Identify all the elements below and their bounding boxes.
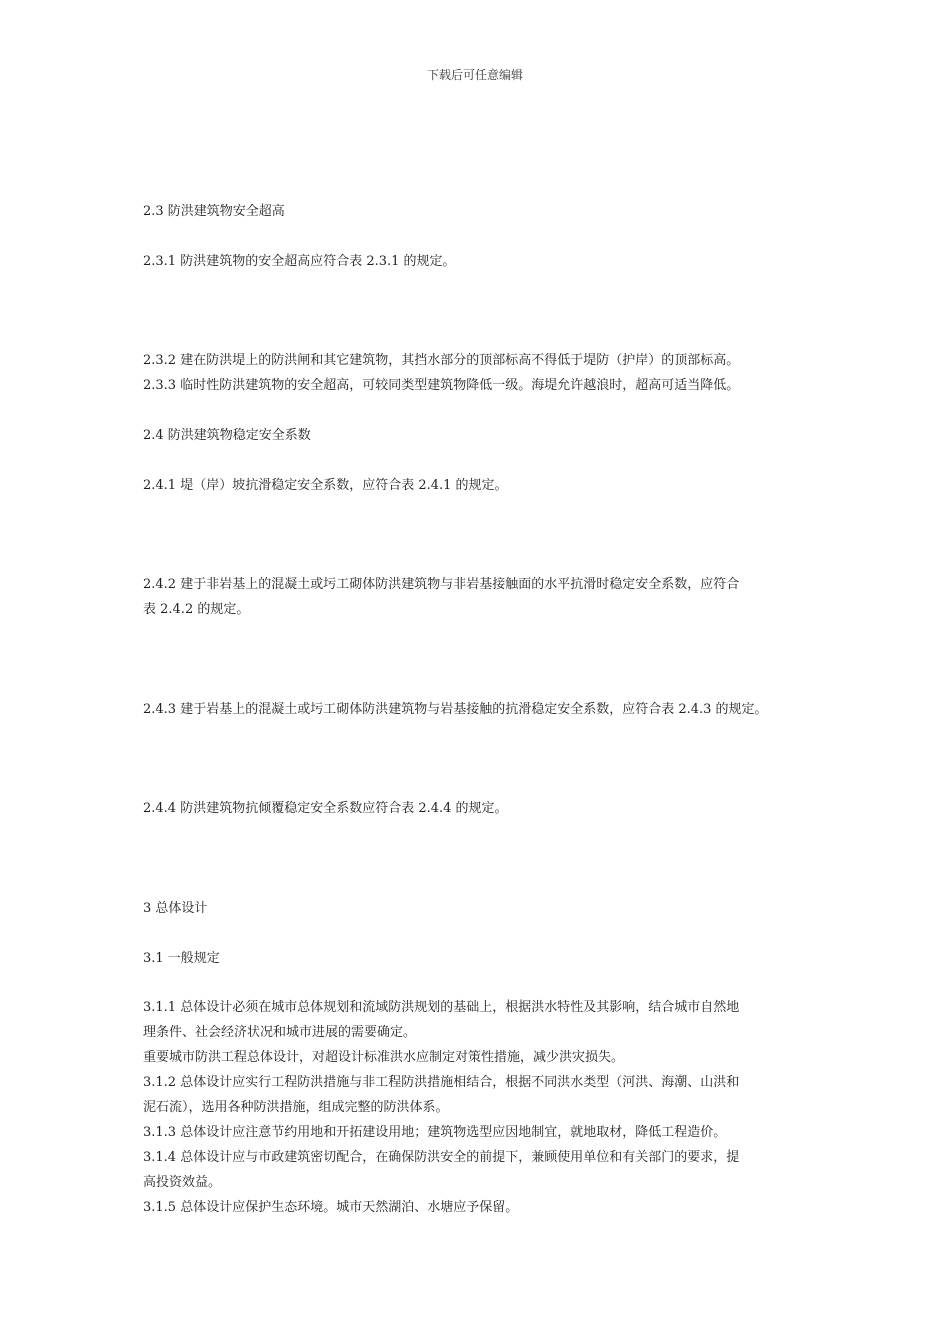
page-header: 下载后可任意编辑 [426, 68, 523, 82]
section-heading-2-3: 2.3 防洪建筑物安全超高 [143, 204, 285, 219]
paragraph-3-1-1-line1: 3.1.1 总体设计必须在城市总体规划和流域防洪规划的基础上，根据洪水特性及其影响，结合城市自然地 [143, 1000, 740, 1015]
paragraph-3-1-1-line2: 理条件、社会经济状况和城市进展的需要确定。 [143, 1025, 417, 1040]
paragraph-3-1-1-extra: 重要城市防洪工程总体设计，对超设计标准洪水应制定对策性措施，减少洪灾损失。 [143, 1050, 625, 1065]
section-heading-3: 3 总体设计 [143, 901, 208, 916]
paragraph-3-1-4-line1: 3.1.4 总体设计应与市政建筑密切配合，在确保防洪安全的前提下，兼顾使用单位和有关部门的要求，提 [143, 1150, 740, 1165]
paragraph-2-4-1: 2.4.1 堤（岸）坡抗滑稳定安全系数，应符合表 2.4.1 的规定。 [143, 478, 508, 493]
paragraph-2-4-3: 2.4.3 建于岩基上的混凝土或圬工砌体防洪建筑物与岩基接触的抗滑稳定安全系数，应符合表 2.4.3 的规定。 [143, 702, 768, 717]
section-heading-3-1: 3.1 一般规定 [143, 951, 220, 966]
paragraph-2-3-2: 2.3.2 建在防洪堤上的防洪闸和其它建筑物，其挡水部分的顶部标高不得低于堤防（护岸）的顶部标高。 [143, 353, 740, 368]
paragraph-2-4-2-line1: 2.4.2 建于非岩基上的混凝土或圬工砌体防洪建筑物与非岩基接触面的水平抗滑时稳定安全系数，应符合 [143, 577, 740, 592]
paragraph-3-1-4-line2: 高投资效益。 [143, 1175, 222, 1190]
paragraph-3-1-2-line2: 泥石流），选用各种防洪措施，组成完整的防洪体系。 [143, 1100, 449, 1115]
paragraph-3-1-3: 3.1.3 总体设计应注意节约用地和开拓建设用地；建筑物选型应因地制宜，就地取材，降低工程造价。 [143, 1125, 727, 1140]
paragraph-2-3-1: 2.3.1 防洪建筑物的安全超高应符合表 2.3.1 的规定。 [143, 254, 456, 269]
section-heading-2-4: 2.4 防洪建筑物稳定安全系数 [143, 428, 311, 443]
paragraph-2-4-2-line2: 表 2.4.2 的规定。 [143, 602, 250, 617]
paragraph-3-1-2-line1: 3.1.2 总体设计应实行工程防洪措施与非工程防洪措施相结合，根据不同洪水类型（河洪、海潮、山洪和 [143, 1075, 740, 1090]
paragraph-2-3-3: 2.3.3 临时性防洪建筑物的安全超高，可较同类型建筑物降低一级。海堤允许越浪时，超高可适当降低。 [143, 378, 740, 393]
paragraph-2-4-4: 2.4.4 防洪建筑物抗倾覆稳定安全系数应符合表 2.4.4 的规定。 [143, 801, 508, 816]
paragraph-3-1-5: 3.1.5 总体设计应保护生态环境。城市天然湖泊、水塘应予保留。 [143, 1200, 519, 1215]
